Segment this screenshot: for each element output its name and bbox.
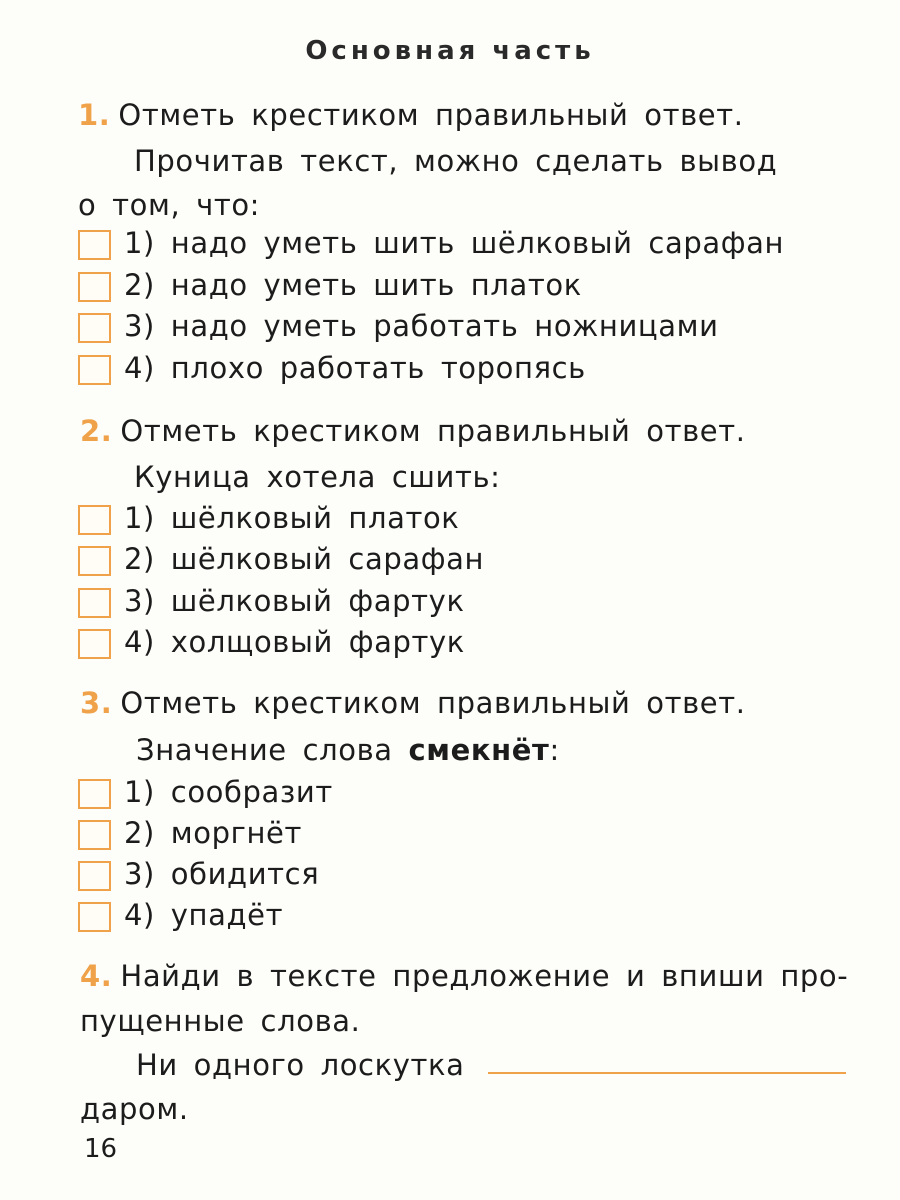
task3-number: 3. — [80, 686, 113, 720]
task3-heading — [80, 686, 746, 720]
task1-prompt-line2: о том, что: — [78, 188, 261, 222]
task3-prompt-suffix: : — [549, 733, 560, 767]
task3-option-2: 2) моргнёт — [124, 816, 302, 850]
task2-option-3: 3) шёлковый фартук — [124, 584, 465, 618]
task4-instruction-line1: Найди в тексте предложение и впиши про- — [120, 959, 849, 993]
task1-heading — [78, 98, 744, 132]
task3-option-4: 4) упадёт — [124, 898, 284, 932]
task3-checkbox-2[interactable] — [78, 820, 111, 850]
task2-checkbox-3[interactable] — [78, 588, 111, 618]
task1-checkbox-4[interactable] — [78, 355, 111, 385]
task3-checkbox-1[interactable] — [78, 779, 111, 809]
section-title: Основная часть — [305, 36, 595, 66]
task4-answer-line[interactable] — [488, 1072, 846, 1074]
task3-prompt — [136, 733, 560, 767]
task3-prompt-prefix: Значение слова — [136, 733, 409, 767]
task2-prompt: Куница хотела сшить: — [134, 460, 501, 494]
task3-checkbox-4[interactable] — [78, 902, 111, 932]
task4-heading — [80, 959, 848, 993]
task3-option-3: 3) обидится — [124, 857, 320, 891]
page-number: 16 — [84, 1134, 118, 1164]
task1-option-3: 3) надо уметь работать ножницами — [124, 309, 719, 343]
task4-sentence-end: даром. — [80, 1092, 189, 1126]
task2-checkbox-4[interactable] — [78, 629, 111, 659]
task1-instruction: Отметь крестиком правильный ответ. — [118, 98, 744, 132]
task2-option-4: 4) холщовый фартук — [124, 625, 465, 659]
task1-number: 1. — [78, 98, 111, 132]
task3-checkbox-3[interactable] — [78, 861, 111, 891]
task1-option-2: 2) надо уметь шить платок — [124, 268, 582, 302]
task1-prompt-line1: Прочитав текст, можно сделать вывод — [134, 144, 778, 178]
task3-target-word: смекнёт — [408, 733, 550, 767]
task2-checkbox-1[interactable] — [78, 505, 111, 535]
task1-option-4: 4) плохо работать торопясь — [124, 351, 586, 385]
task3-instruction: Отметь крестиком правильный ответ. — [120, 686, 746, 720]
task2-option-2: 2) шёлковый сарафан — [124, 542, 485, 576]
task4-number: 4. — [80, 959, 113, 993]
task2-instruction: Отметь крестиком правильный ответ. — [120, 414, 746, 448]
task1-checkbox-2[interactable] — [78, 272, 111, 302]
task1-option-1: 1) надо уметь шить шёлковый сарафан — [124, 226, 785, 260]
task2-checkbox-2[interactable] — [78, 546, 111, 576]
task4-instruction-line2: пущенные слова. — [80, 1004, 361, 1038]
task3-option-1: 1) сообразит — [124, 775, 333, 809]
task4-sentence-start: Ни одного лоскутка — [136, 1048, 465, 1082]
task2-option-1: 1) шёлковый платок — [124, 501, 460, 535]
task1-checkbox-3[interactable] — [78, 313, 111, 343]
task1-checkbox-1[interactable] — [78, 230, 111, 260]
task2-heading — [80, 414, 746, 448]
task2-number: 2. — [80, 414, 113, 448]
